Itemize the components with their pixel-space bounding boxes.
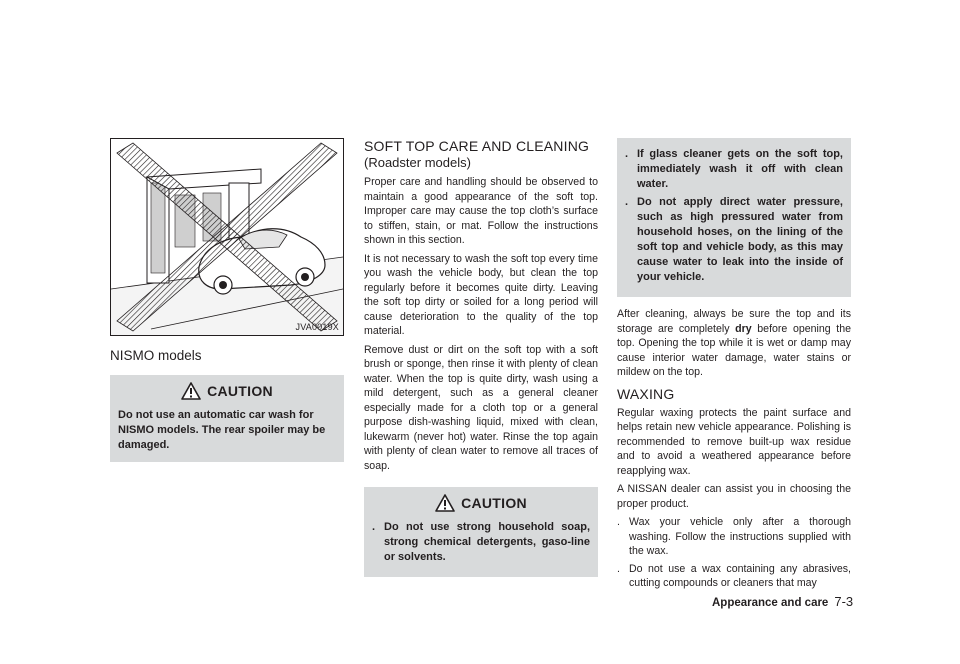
paragraph-after-cleaning (617, 307, 851, 380)
caution-bullet-list (372, 520, 590, 565)
text-run: After cleaning, always be sure the top and its storage are completely (617, 308, 851, 335)
warning-triangle-icon (181, 382, 201, 400)
figure-id-label: JVA0019X (295, 322, 339, 332)
list-item (372, 520, 590, 565)
paragraph: Proper care and handling should be observed to maintain a good appearance of the soft top. Improper care may cause the top cloth’s surface to stiffen, stain, or mat. Follow the instructions shown in this section. (364, 176, 598, 246)
waxing-bullet-list (617, 515, 851, 591)
page-number: 7-3 (834, 594, 854, 609)
bullet-dot: . (617, 562, 620, 575)
caution-title: CAUTION (461, 495, 527, 511)
paragraph: It is not necessary to wash the soft top every time you wash the vehicle body, but clean the top regularly before it becomes quite dirty. Leaving the soft top dirty or soiled for a long period will cause deterioration to the quality of the top material. (364, 252, 598, 337)
list-item-text: Do not apply direct water pressure, such as high pressured water from household hoses, on the lining of the soft top and vehicle body, as this may cause water to leak into the inside of your vehicle. (637, 196, 843, 283)
paragraph: Remove dust or dirt on the soft top with a soft brush or sponge, then rinse it with plenty of clean water. When the top is quite dirty, wash using a mild detergent, such as a general cleaner especially made for a cloth top or a general purpose dish-washing liquid, mixed with clean, lukewarm (never hot) water. Rinse the top again with plenty of clean water to remove all traces of soap. (364, 343, 598, 472)
caution-title: CAUTION (207, 383, 273, 399)
section-title-waxing: WAXING (617, 385, 675, 402)
list-item-text: If glass cleaner gets on the soft top, immediately wash it off with clean water. (637, 148, 843, 190)
middle-column (364, 138, 598, 577)
left-column (110, 138, 344, 462)
bullet-dot: . (372, 521, 376, 533)
car-wash-illustration (111, 139, 343, 335)
bullet-dot: . (625, 196, 629, 208)
list-item-text: Wax your vehicle only after a thorough washing. Follow the instructions supplied with the wax. (629, 516, 851, 557)
caution-header (118, 382, 336, 400)
list-item (625, 195, 843, 285)
page-footer (712, 594, 853, 609)
list-item (625, 147, 843, 192)
nismo-subheading: NISMO models (110, 348, 202, 363)
bullet-dot: . (625, 148, 629, 160)
right-column (617, 138, 851, 594)
text-run: before opening the top. Opening the top while it is wet or damp may cause interior water damage, water stains or mildew on the top. (617, 322, 851, 378)
list-item-text: Do not use strong household soap, strong chemical detergents, gaso-line or solvents. (384, 521, 590, 563)
section-title-soft-top: SOFT TOP CARE AND CLEANING (364, 138, 590, 154)
warning-triangle-icon (435, 494, 455, 512)
paragraph: Regular waxing protects the paint surface and helps retain new vehicle appearance. Polishing is recommended to remove built-up wax residue and to avoid a weathered appearance before reapplying wax. (617, 406, 851, 477)
list-item (617, 515, 851, 559)
caution-text: Do not use an automatic car wash for NISMO models. The rear spoiler may be damaged. (118, 409, 326, 451)
paragraph: A NISSAN dealer can assist you in choosing the proper product. (617, 483, 851, 510)
section-subtitle: (Roadster models) (364, 155, 471, 170)
list-item-text: Do not use a wax containing any abrasives, cutting compounds or cleaners that may (629, 562, 851, 589)
list-item (617, 562, 851, 591)
emphasis-dry: dry (735, 322, 752, 335)
footer-section-name: Appearance and care (712, 597, 829, 609)
bullet-dot: . (617, 516, 620, 528)
car-wash-figure (110, 138, 344, 336)
caution-box-soft-top (364, 487, 598, 577)
caution-box-nismo (110, 375, 344, 462)
caution-bullet-list (625, 147, 843, 285)
caution-header (372, 494, 590, 512)
caution-box-continued (617, 138, 851, 297)
